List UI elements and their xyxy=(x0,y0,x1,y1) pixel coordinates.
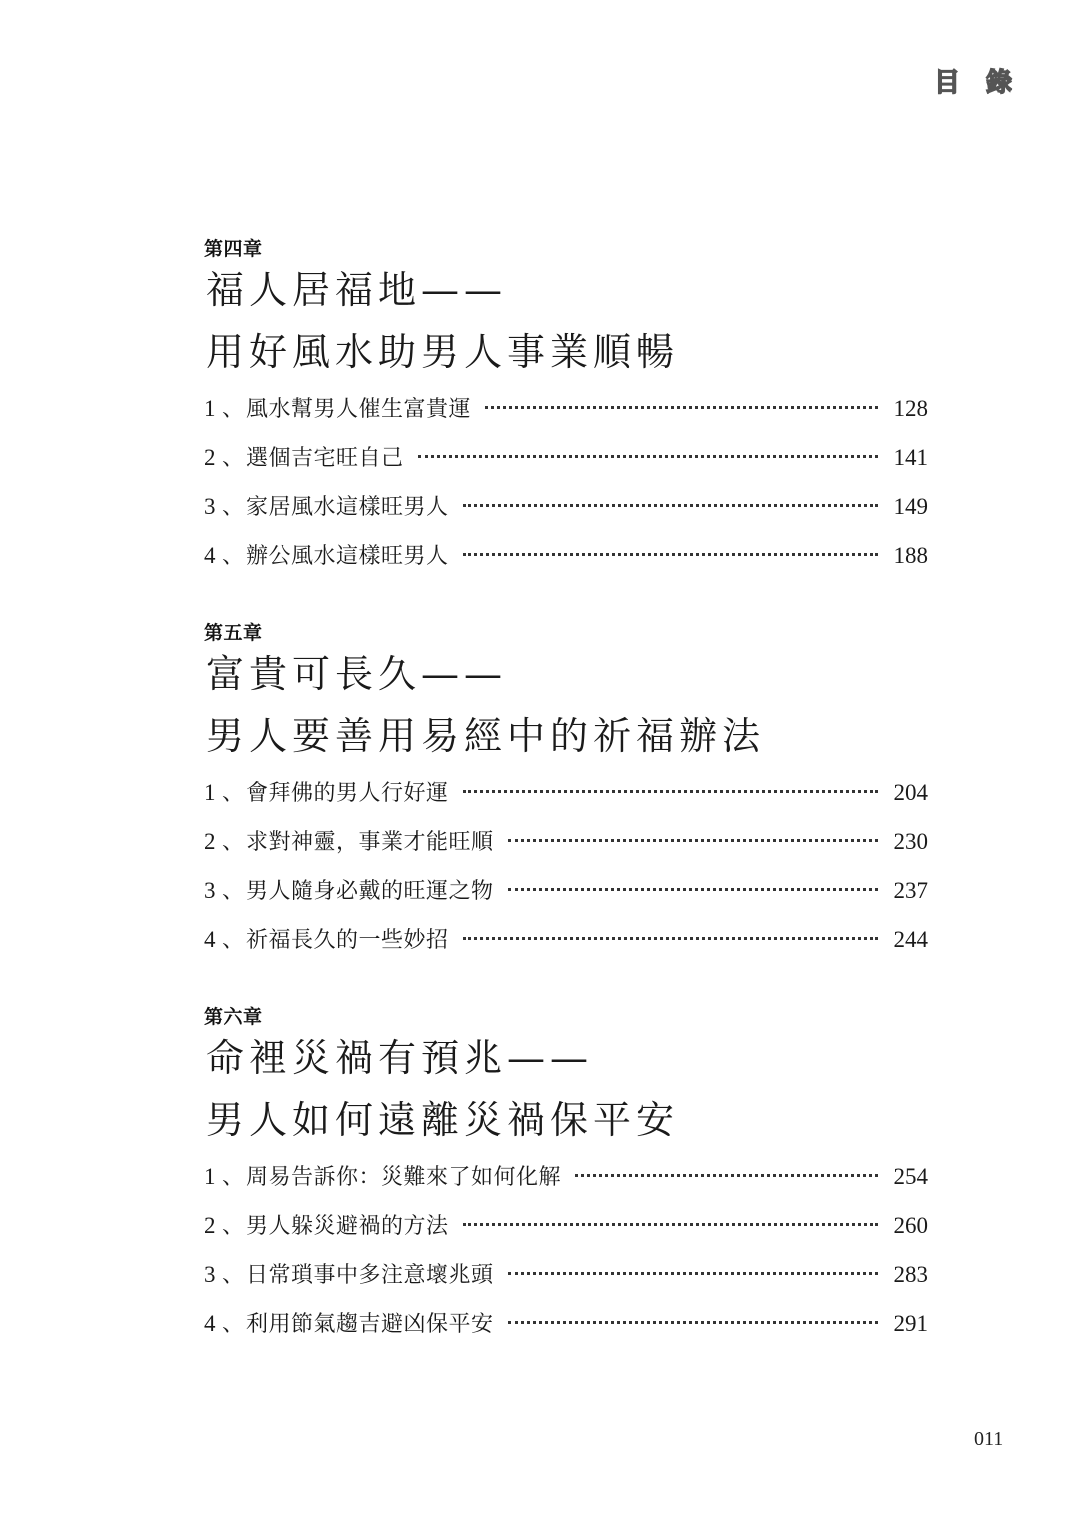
toc-entry-page: 260 xyxy=(893,1213,928,1238)
toc-entry-title: 周易告訴你：災難來了如何化解 xyxy=(246,1165,562,1190)
toc-entry[interactable] xyxy=(204,1152,928,1201)
page-number: 011 xyxy=(974,1428,1004,1450)
toc-entry-page: 230 xyxy=(893,829,928,854)
toc-entry-separator: 、 xyxy=(222,1165,245,1190)
toc-entry[interactable] xyxy=(204,531,928,580)
toc-entry[interactable] xyxy=(204,1250,928,1299)
chapter-4 xyxy=(204,238,928,580)
dot-leader xyxy=(463,937,878,940)
toc-entry-number: 1 xyxy=(204,396,216,421)
toc-entry-page: 149 xyxy=(893,494,928,519)
toc-entry-page: 237 xyxy=(893,878,928,903)
toc-entry-separator: 、 xyxy=(222,397,245,422)
toc-entry-page: 128 xyxy=(893,396,928,421)
toc-list xyxy=(204,384,928,580)
toc-entry-title: 日常瑣事中多注意壞兆頭 xyxy=(246,1263,494,1288)
toc-entry[interactable] xyxy=(204,433,928,482)
dot-leader xyxy=(508,1321,878,1324)
dot-leader xyxy=(575,1174,878,1177)
toc-entry-separator: 、 xyxy=(222,781,245,806)
toc-entry-title: 求對神靈，事業才能旺順 xyxy=(246,830,494,855)
toc-entry-page: 283 xyxy=(893,1262,928,1287)
toc-entry-page: 244 xyxy=(893,927,928,952)
toc-entry-number: 2 xyxy=(204,445,216,470)
toc-entry-page: 204 xyxy=(893,780,928,805)
dot-leader xyxy=(485,406,878,409)
toc-entry-separator: 、 xyxy=(222,1214,245,1239)
toc-entry-title: 利用節氣趨吉避凶保平安 xyxy=(246,1312,494,1337)
toc-entry-number: 2 xyxy=(204,829,216,854)
chapter-label: 第五章 xyxy=(204,622,263,644)
toc-entry-separator: 、 xyxy=(222,446,245,471)
toc-entry-title: 辦公風水這樣旺男人 xyxy=(246,544,449,569)
running-header xyxy=(934,62,1012,99)
toc-entry-title: 祈福長久的一些妙招 xyxy=(246,928,449,953)
dot-leader xyxy=(508,839,878,842)
toc-entry-number: 1 xyxy=(204,1164,216,1189)
toc-entry[interactable] xyxy=(204,1201,928,1250)
toc-entry[interactable] xyxy=(204,768,928,817)
toc-entry-separator: 、 xyxy=(222,544,245,569)
toc-entry-title: 會拜佛的男人行好運 xyxy=(246,781,449,806)
toc-entry-number: 3 xyxy=(204,494,216,519)
chapter-title-line-1: 福人居福地—— xyxy=(206,268,508,312)
toc-list xyxy=(204,768,928,964)
toc-entry[interactable] xyxy=(204,1299,928,1348)
toc-list xyxy=(204,1152,928,1348)
toc-entry-separator: 、 xyxy=(222,495,245,520)
toc-entry-number: 3 xyxy=(204,878,216,903)
toc-entry[interactable] xyxy=(204,866,928,915)
toc-entry-number: 4 xyxy=(204,927,216,952)
chapter-6 xyxy=(204,1006,928,1348)
toc-entry-title: 家居風水這樣旺男人 xyxy=(246,495,449,520)
toc-entry-number: 3 xyxy=(204,1262,216,1287)
toc-entry-title: 風水幫男人催生富貴運 xyxy=(246,397,472,422)
dot-leader xyxy=(418,455,878,458)
dot-leader xyxy=(463,790,878,793)
toc-entry-separator: 、 xyxy=(222,1312,245,1337)
header-mark-1: 目 xyxy=(934,68,961,98)
toc-entry-separator: 、 xyxy=(222,830,245,855)
chapter-label: 第四章 xyxy=(204,238,263,260)
chapter-title-line-2: 男人要善用易經中的祈福辦法 xyxy=(206,714,766,758)
dot-leader xyxy=(508,888,878,891)
toc-entry-separator: 、 xyxy=(222,928,245,953)
dot-leader xyxy=(463,504,878,507)
toc-entry-title: 男人隨身必戴的旺運之物 xyxy=(246,879,494,904)
toc-entry[interactable] xyxy=(204,915,928,964)
dot-leader xyxy=(463,553,878,556)
toc-entry-number: 2 xyxy=(204,1213,216,1238)
dot-leader xyxy=(508,1272,878,1275)
toc-entry-title: 男人躲災避禍的方法 xyxy=(246,1214,449,1239)
dot-leader xyxy=(463,1223,878,1226)
chapter-title-line-2: 男人如何遠離災禍保平安 xyxy=(206,1098,680,1142)
chapter-5 xyxy=(204,622,928,964)
toc-entry[interactable] xyxy=(204,384,928,433)
chapter-label: 第六章 xyxy=(204,1006,263,1028)
header-mark-2: 錄 xyxy=(986,68,1013,98)
toc-entry-page: 254 xyxy=(893,1164,928,1189)
toc-entry-number: 4 xyxy=(204,543,216,568)
chapter-title-line-2: 用好風水助男人事業順暢 xyxy=(206,330,680,374)
toc-entry-number: 1 xyxy=(204,780,216,805)
toc-entry-page: 141 xyxy=(893,445,928,470)
toc-entry-number: 4 xyxy=(204,1311,216,1336)
chapter-title-line-1: 富貴可長久—— xyxy=(206,652,508,696)
toc-entry[interactable] xyxy=(204,482,928,531)
toc-entry[interactable] xyxy=(204,817,928,866)
toc-entry-page: 188 xyxy=(893,543,928,568)
toc-entry-title: 選個吉宅旺自己 xyxy=(246,446,404,471)
chapter-title-line-1: 命裡災禍有預兆—— xyxy=(206,1036,594,1080)
toc-entry-separator: 、 xyxy=(222,879,245,904)
toc-entry-separator: 、 xyxy=(222,1263,245,1288)
toc-entry-page: 291 xyxy=(893,1311,928,1336)
